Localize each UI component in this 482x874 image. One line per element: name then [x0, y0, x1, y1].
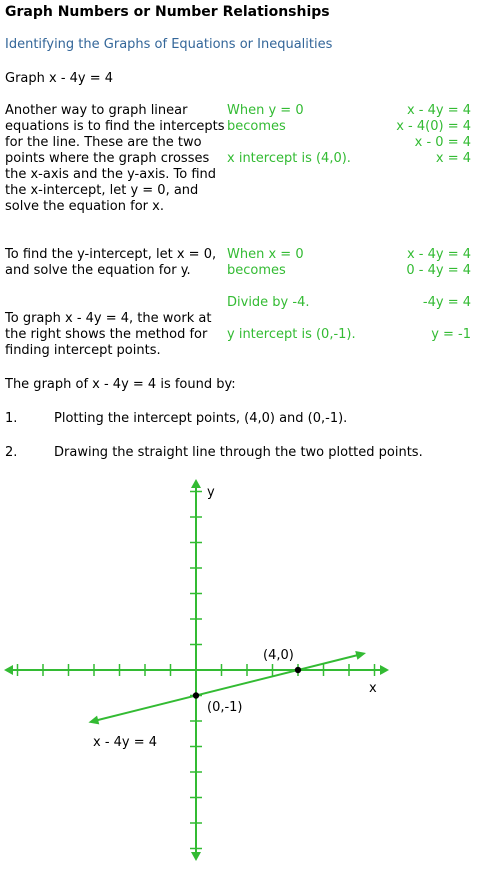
line-arrow-left: [88, 716, 99, 725]
steps-intro: The graph of x - 4y = 4 is found by:: [5, 377, 236, 392]
work-equation: x - 4y = 4: [406, 247, 471, 262]
step-number: 2.: [5, 445, 18, 460]
line-label: x - 4y = 4: [93, 735, 158, 750]
point-y-intercept: [193, 692, 199, 698]
graph-method-paragraph: To graph x - 4y = 4, the work at the right shows the method for finding intercept points.: [5, 311, 212, 358]
page-subtitle: Identifying the Graphs of Equations or Inequalities: [5, 37, 333, 52]
work-equation: x - 4y = 4: [406, 103, 471, 118]
work-equation: x - 0 = 4: [414, 135, 471, 150]
work-equation: x = 4: [435, 151, 471, 166]
work-label-becomes: becomes: [227, 263, 286, 278]
step-number: 1.: [5, 411, 18, 426]
point-a-label: (4,0): [263, 648, 294, 663]
work-label-when-y-0: When y = 0: [227, 103, 304, 118]
y-axis-arrow-down: [191, 852, 201, 861]
work-label-y-intercept: y intercept is (0,-1).: [227, 327, 356, 342]
work-label-when-x-0: When x = 0: [227, 247, 304, 262]
step-text: Plotting the intercept points, (4,0) and (0,-1).: [54, 411, 348, 426]
work-label-becomes: becomes: [227, 119, 286, 134]
step-text: Drawing the straight line through the two plotted points.: [54, 445, 423, 460]
page-title: Graph Numbers or Number Relationships: [5, 4, 330, 20]
x-axis-label: x: [369, 681, 377, 696]
work-label-x-intercept: x intercept is (4,0).: [227, 151, 351, 166]
y-intercept-paragraph: To find the y-intercept, let x = 0, and solve the equation for y.: [5, 247, 217, 278]
work-equation: 0 - 4y = 4: [406, 263, 471, 278]
work-equation: x - 4(0) = 4: [396, 119, 471, 134]
coordinate-graph: [0, 470, 482, 870]
problem-equation: Graph x - 4y = 4: [5, 71, 114, 86]
point-b-label: (0,-1): [207, 700, 243, 715]
work-equation: y = -1: [431, 327, 471, 342]
y-axis-label: y: [207, 485, 215, 500]
y-axis-arrow-up: [191, 479, 201, 488]
x-axis-arrow-right: [380, 665, 389, 675]
intro-paragraph: Another way to graph linear equations is to find the intercepts for the line. These are the two points where the graph crosses the x-axis and the y-axis. To find the x-intercept, let y = 0, and solve the equation for x.: [5, 103, 225, 214]
line-arrow-right: [355, 651, 366, 660]
work-equation: -4y = 4: [422, 295, 471, 310]
x-axis-arrow-left: [4, 665, 13, 675]
point-x-intercept: [295, 667, 301, 673]
work-label-divide: Divide by -4.: [227, 295, 310, 310]
